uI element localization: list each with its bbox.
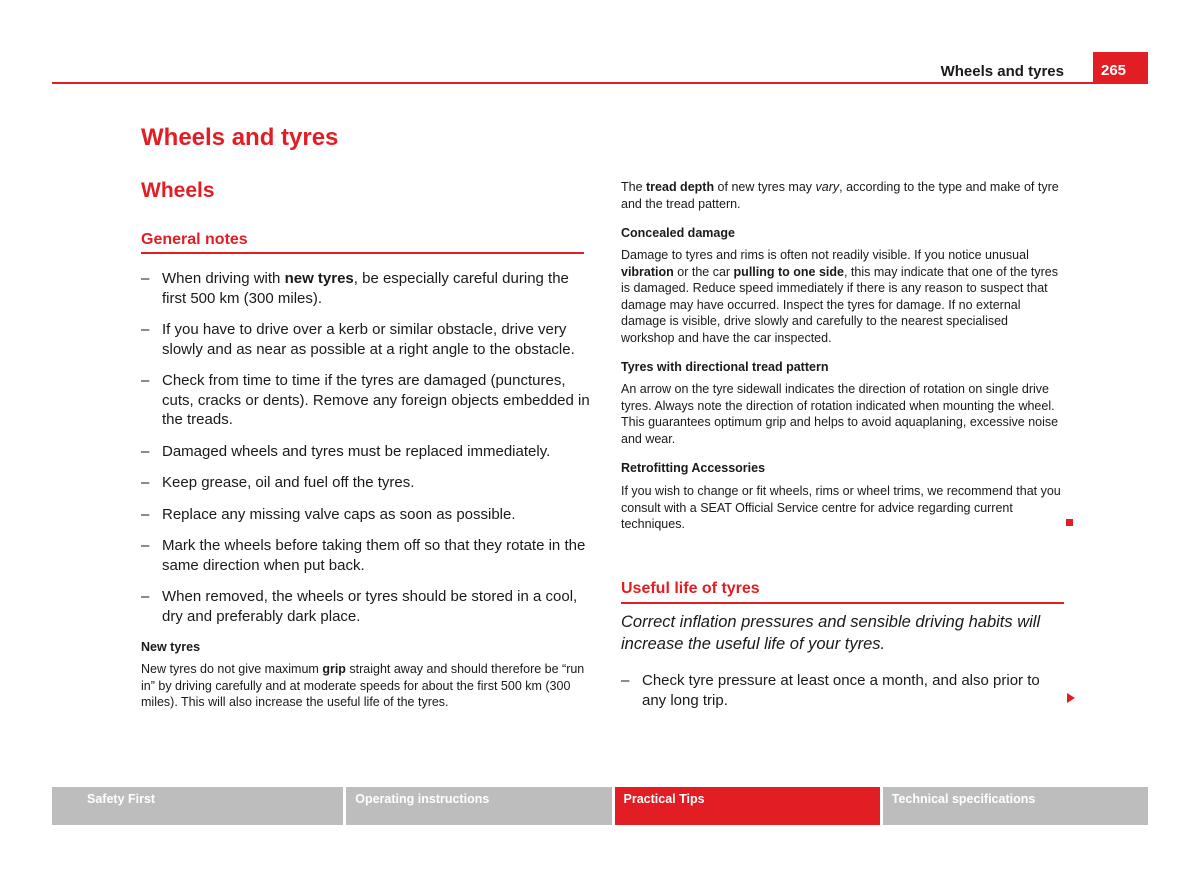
continue-arrow-icon — [1067, 693, 1075, 703]
tab-safety-first[interactable]: Safety First — [52, 787, 343, 825]
retrofitting-heading: Retrofitting Accessories — [621, 461, 766, 475]
running-header-title: Wheels and tyres — [940, 63, 1064, 80]
list-item: – Replace any missing valve caps as soon as possible. — [141, 505, 591, 525]
tab-practical-tips[interactable]: Practical Tips — [615, 787, 880, 825]
header-rule — [52, 82, 1148, 84]
list-item: – If you have to drive over a kerb or similar obstacle, drive very slowly and as near as possible at a right angle to the obstacle. — [141, 320, 591, 359]
section-title: Wheels — [141, 179, 215, 202]
useful-life-rule — [621, 602, 1064, 604]
directional-tread-heading: Tyres with directional tread pattern — [621, 360, 829, 374]
directional-tread-text: An arrow on the tyre sidewall indicates the direction of rotation on single drive tyres. Always note the direction of rotation indicated when mounting the wheel. This guarantees optimum grip and helps to avoid aquaplaning, excessive noise and wear. — [621, 382, 1059, 446]
list-item: – Check from time to time if the tyres are damaged (punctures, cuts, cracks or dents). Remove any foreign objects embedded in the treads. — [141, 371, 591, 430]
tab-operating-instructions[interactable]: Operating instructions — [346, 787, 611, 825]
useful-life-lead: Correct inflation pressures and sensible driving habits will increase the useful life of your tyres. — [621, 613, 1041, 653]
tread-depth-text: The tread depth of new tyres may vary, according to the type and make of tyre and the tread pattern. — [621, 180, 1059, 211]
new-tyres-heading: New tyres — [141, 640, 201, 654]
list-item: – Damaged wheels and tyres must be replaced immediately. — [141, 442, 591, 462]
tab-technical-specifications[interactable]: Technical specifications — [883, 787, 1148, 825]
section-end-marker-icon — [1066, 519, 1073, 526]
subsection-rule — [141, 252, 584, 254]
chapter-tabs — [52, 787, 1148, 825]
subsection-title: General notes — [141, 231, 248, 248]
general-notes-list — [141, 269, 591, 638]
list-item: – Check tyre pressure at least once a month, and also prior to any long trip. — [621, 671, 1063, 710]
list-item: – Keep grease, oil and fuel off the tyres. — [141, 473, 591, 493]
concealed-damage-text: Damage to tyres and rims is often not readily visible. If you notice unusual vibration or the car pulling to one side, this may indicate that one of the tyres is damaged. Reduce speed immediately if there is any reason to suspect that damage may have occurred. Inspect the tyres for damage. If no external damage is visible, drive slowly and carefully to the nearest specialised workshop and have the car inspected. — [621, 248, 1058, 345]
retrofitting-text: If you wish to change or fit wheels, rims or wheel trims, we recommend that you consult with a SEAT Official Service centre for advice regarding current techniques. — [621, 484, 1061, 531]
useful-life-list — [621, 671, 1063, 710]
useful-life-title: Useful life of tyres — [621, 580, 760, 597]
new-tyres-text: New tyres do not give maximum grip straight away and should therefore be “run in” by driving carefully and at moderate speeds for about the first 500 km (300 miles). This will also increase the useful life of the tyres. — [141, 662, 585, 709]
page-title: Wheels and tyres — [141, 124, 339, 151]
concealed-damage-heading: Concealed damage — [621, 226, 735, 240]
list-item: – When removed, the wheels or tyres should be stored in a cool, dry and preferably dark place. — [141, 587, 591, 626]
list-item: – When driving with new tyres, be especially careful during the first 500 km (300 miles). — [141, 269, 591, 308]
list-item: – Mark the wheels before taking them off so that they rotate in the same direction when put back. — [141, 536, 591, 575]
page-number: 265 — [1093, 52, 1148, 84]
